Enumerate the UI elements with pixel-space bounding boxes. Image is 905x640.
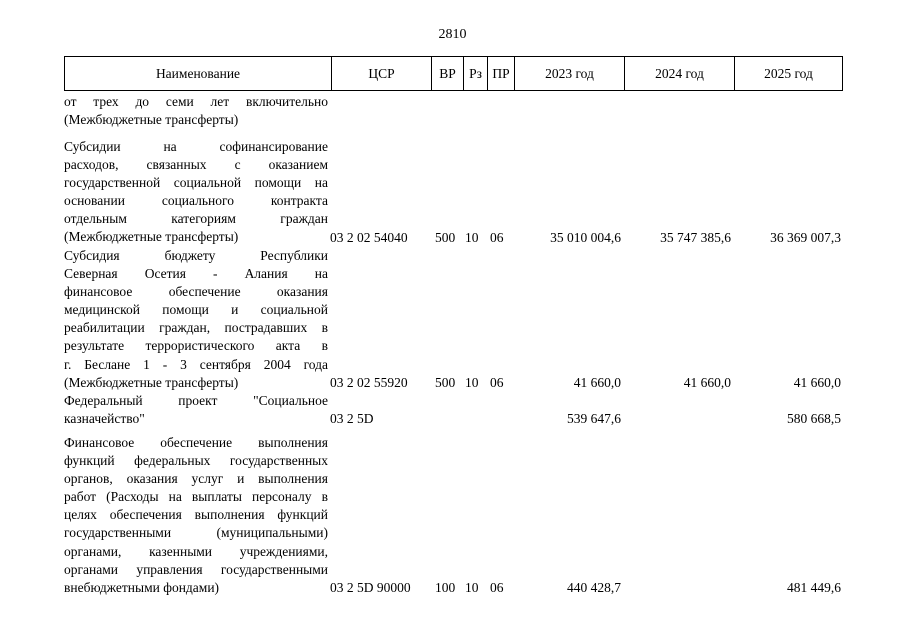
row-name-line: расходов, связанных с оказанием [64, 157, 328, 173]
row-pr: 06 [490, 229, 504, 245]
table-header [64, 56, 843, 91]
table-row [64, 392, 843, 428]
row-pr: 06 [490, 579, 504, 595]
row-name-line: казначейство" [64, 411, 145, 427]
row-csr: 03 2 5D 90000 [330, 579, 411, 595]
row-2025: 36 369 007,3 [770, 229, 841, 245]
row-name-line: функций федеральных государственных [64, 453, 328, 469]
row-name-line: Северная Осетия - Алания на [64, 266, 328, 282]
row-rz: 10 [465, 229, 479, 245]
row-name-line: работ (Расходы на выплаты персоналу в [64, 489, 328, 505]
row-name-line: основании социального контракта [64, 193, 328, 209]
row-name-line: органов, оказания услуг и выполнения [64, 471, 328, 487]
row-rz: 10 [465, 374, 479, 390]
row-name-line: (Межбюджетные трансферты) [64, 229, 239, 245]
row-2025: 41 660,0 [793, 374, 841, 390]
row-name-line: внебюджетными фондами) [64, 579, 220, 595]
header-csr: ЦСР [332, 57, 432, 90]
row-name-line: от трех до семи лет включительно [64, 94, 328, 109]
row-name-line: (Межбюджетные трансферты) [64, 374, 239, 390]
table-row [64, 93, 843, 130]
row-name [64, 247, 328, 392]
row-name-line: органами, казенными учреждениями, [64, 543, 328, 559]
table-row [64, 247, 843, 392]
row-name [64, 93, 328, 129]
row-2025: 580 668,5 [787, 410, 841, 426]
row-vr: 500 [435, 229, 456, 245]
row-name-line: Субсидии на софинансирование [64, 139, 328, 154]
row-csr: 03 2 02 54040 [330, 229, 408, 245]
row-name [64, 434, 328, 597]
row-vr: 100 [435, 579, 456, 595]
row-2024: 35 747 385,6 [660, 229, 731, 245]
row-2025: 481 449,6 [787, 579, 841, 595]
row-2023: 440 428,7 [567, 579, 621, 595]
header-pr: ПР [488, 57, 515, 90]
header-2024: 2024 год [625, 57, 735, 90]
row-csr: 03 2 02 55920 [330, 374, 408, 390]
row-2023: 539 647,6 [567, 410, 621, 426]
row-2024: 41 660,0 [683, 374, 731, 390]
header-2023: 2023 год [515, 57, 625, 90]
header-name: Наименование [65, 57, 332, 90]
row-pr: 06 [490, 374, 504, 390]
row-rz: 10 [465, 579, 479, 595]
row-name-line: государственными (муниципальными) [64, 525, 328, 541]
page-number: 2810 [438, 27, 467, 42]
header-vr: ВР [432, 57, 464, 90]
row-name-line: (Межбюджетные трансферты) [64, 112, 239, 128]
table-row [64, 138, 843, 247]
row-2023: 35 010 004,6 [550, 229, 621, 245]
row-name-line: Финансовое обеспечение выполнения [64, 435, 328, 450]
row-name [64, 138, 328, 247]
row-name-line: г. Беслане 1 - 3 сентября 2004 года [64, 356, 328, 372]
row-name-line: государственной социальной помощи на [64, 175, 328, 191]
row-vr: 500 [435, 374, 456, 390]
row-name-line: целях обеспечения выполнения функций [64, 507, 328, 523]
header-rz: Рз [464, 57, 488, 90]
row-name-line: реабилитации граждан, пострадавших в [64, 320, 328, 336]
row-name-line: органами управления государственными [64, 561, 328, 577]
row-name-line: результате террористического акта в [64, 338, 328, 354]
row-csr: 03 2 5D [330, 410, 374, 426]
row-name-line: Федеральный проект "Социальное [64, 393, 328, 408]
row-name-line: Субсидия бюджету Республики [64, 248, 328, 263]
row-name-line: финансовое обеспечение оказания [64, 284, 328, 300]
table-row [64, 434, 843, 597]
row-name-line: отдельным категориям граждан [64, 211, 328, 227]
row-name-line: медицинской помощи и социальной [64, 302, 328, 318]
header-2025: 2025 год [764, 66, 813, 81]
row-2023: 41 660,0 [573, 374, 621, 390]
row-name [64, 392, 328, 428]
